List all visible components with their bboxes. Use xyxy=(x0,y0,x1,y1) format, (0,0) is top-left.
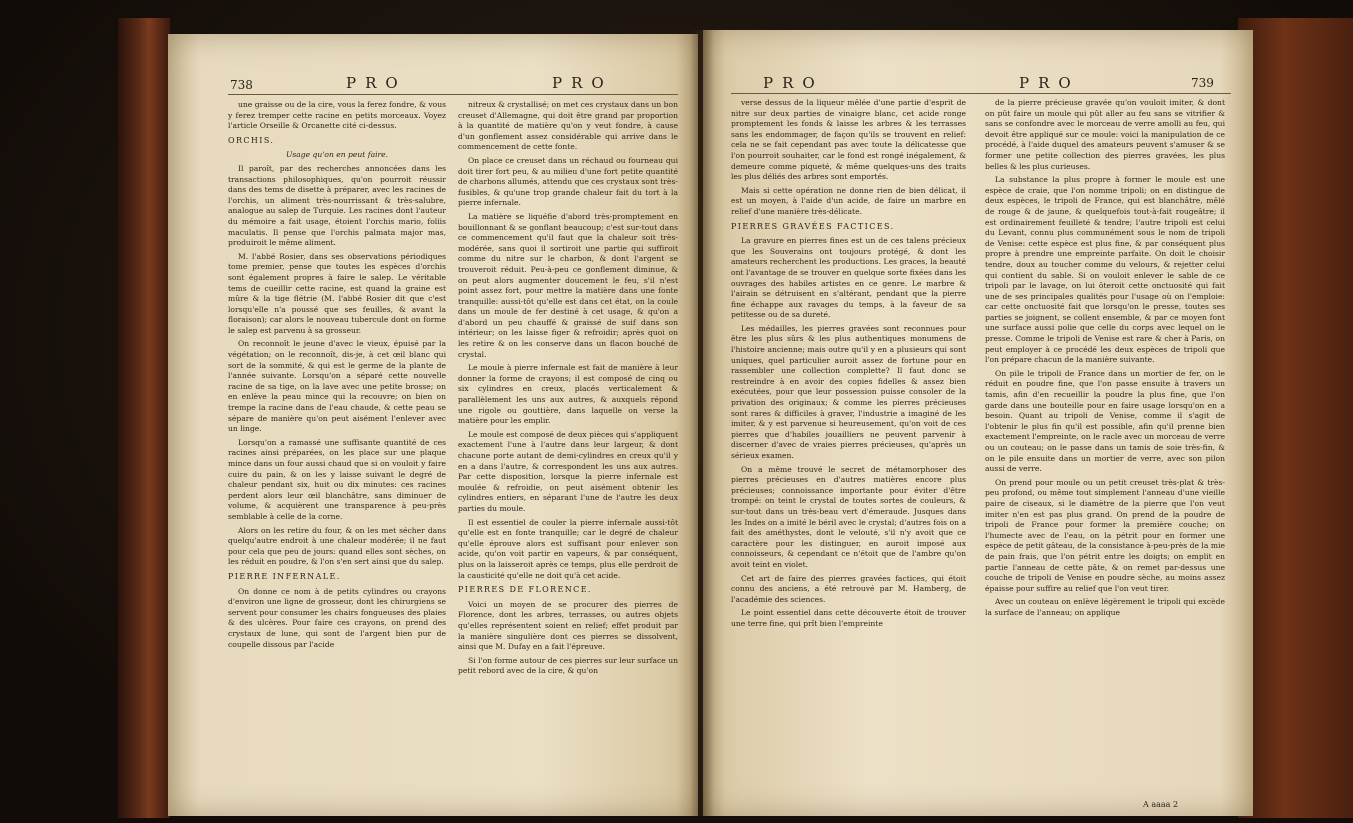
header-rule-left xyxy=(228,94,678,95)
paragraph: Le moule à pierre infernale est fait de manière à leur donner la forme de crayons; il est composé de cinq ou six cylindres en creux, placés verticalement & parallèlement les uns aux autres, & auxquels répond une rigole ou gouttière, dans laquelle on verse la matière pour les emplir. xyxy=(458,363,678,426)
paragraph: Cet art de faire des pierres gravées factices, qui étoit connu des anciens, a été retrouvé par M. Hamberg, de l'académie des sciences. xyxy=(731,573,966,604)
paragraph: une graisse ou de la cire, vous la ferez fondre, & vous y ferez tremper cette racine en petits morceaux. Voyez l'article Orseille & Orcanette cité ci-dessus. xyxy=(228,100,446,131)
right-page-column-1 xyxy=(731,98,966,808)
section-heading: PIERRES GRAVÉES FACTICES. xyxy=(731,221,895,231)
paragraph: On reconnoît le jeune d'avec le vieux, épuisé par la végétation; on le reconnoît, dis-je, à cet œil blanc qui sort de la sommité, & qui est le germe de la plante de l'année suivante. Lorsqu'on a séparé cette nouvelle racine de sa tige, on la lave avec une petite brosse; on en enlève la peau mince qui la recouvre; on bien on trempe la racine dans de l'eau chaude, & cette peau se sépare de manière qu'on peut aisément l'enlever avec un linge. xyxy=(228,339,446,434)
catchword: A aaaa 2 xyxy=(1143,800,1179,809)
paragraph: Lorsqu'on a ramassé une suffisante quantité de ces racines ainsi préparées, on les place sur une plaque mince dans un four aussi chaud que si on vouloit y faire cuire du pain, & on les y laisse suivant le degré de chaleur pendant six, huit ou dix minutes: ces racines perdent alors leur œil blanchâtre, sans diminuer de volume, & acquièrent une transparence à peu-près semblable à celle de la corne. xyxy=(228,437,446,521)
section-heading: PIERRE INFERNALE. xyxy=(228,571,341,581)
paragraph: La matière se liquéfie d'abord très-promptement en bouillonnant & se gonflant beaucoup; c'est sur-tout dans ce commencement qu'il faut que la chaleur soit très-modérée, sans quoi il sortiroit une partie qui suffiroit comme du nitre sur le charbon, & dont l'argent se trouveroit réduit. Peu-à-peu ce gonflement diminue, & on peut alors augmenter doucement le feu, s'il n'est point assez fort, pour mettre la matière dans une fonte tranquille: aussi-tôt qu'elle est dans cet état, on la coule dans un moule de fer destiné à cet usage, & qu'on a d'abord un peu chauffé & graissé de suif dans son intérieur; on les laisse figer & refroidir; après quoi on les retire & on les conserve dans un flacon bouché de crystal. xyxy=(458,211,678,359)
book-cover-right xyxy=(1238,18,1353,818)
section-heading: Usage qu'on en peut faire. xyxy=(285,150,389,160)
running-head-right-2: PRO xyxy=(1019,74,1080,92)
paragraph: Si l'on forme autour de ces pierres sur leur surface un petit rebord avec de la cire, & qu'on xyxy=(458,655,678,676)
paragraph: Il paroît, par des recherches annoncées dans les transactions philosophiques, qu'on pourroit réussir dans des tems de disette à préparer, avec les racines de l'orchis, un aliment très-nourrissant & très-salubre, analogue au salep de Turquie. Les racines dont l'auteur du mémoire a fait usage, étoient l'orchis mario, foliis maculatis. Il pense que l'orchis palmata major mas, produiroit le même aliment. xyxy=(228,163,446,248)
running-head-right-1: PRO xyxy=(763,74,824,92)
paragraph: de la pierre précieuse gravée qu'on vouloit imiter, & dont on pût faire un moule qui pût aller au feu sans se vitrifier & sans se confondre avec le morceau de verre amolli au feu, qui devoit être appliqué sur ce moule: voici la manipulation de ce procédé, à l'aide duquel des amateurs peuvent s'amuser & se former une petite collection des pierres gravées, les plus belles & les plus curieuses. xyxy=(985,98,1225,171)
right-page-column-2 xyxy=(985,98,1225,794)
paragraph: Alors on les retire du four, & on les met sécher dans quelqu'autre endroit à une chaleur modérée; il ne faut pour cela que peu de jours: quand elles sont sèches, on les réduit en poudre, & l'on s'en sert ainsi que du salep. xyxy=(228,525,446,567)
paragraph: Avec un couteau on enlève légèrement le tripoli qui excède la surface de l'anneau; on applique xyxy=(985,597,1225,617)
paragraph: La gravure en pierres fines est un de ces talens précieux que les Souverains ont toujours protégé, & dont les amateurs recherchent les productions. Les graces, la beauté ont l'avantage de se trouver en quelque sorte fixées dans les ouvrages des habiles artistes en ce genre. Le marbre & l'airain se détruisent en s'altérant, pendant que la pierre fine échappe aux ravages du temps, à la faveur de sa petitesse ou de sa dureté. xyxy=(731,236,966,320)
paragraph: verse dessus de la liqueur mêlée d'une partie d'esprit de nitre sur deux parties de vinaigre blanc, cet acide ronge promptement les fonds & laisse les arbres & les terrasses sans les endommager, de façon qu'ils se trouvent en relief: cela ne se fait cependant pas avec toute la délicatesse que l'on pourroit souhaiter, car le fond est rongé inégalement, & demeure comme piqueté, & même quelques-uns des traits les plus déliés des arbres sont emportés. xyxy=(731,98,966,182)
right-page xyxy=(703,30,1253,816)
paragraph: On donne ce nom à de petits cylindres ou crayons d'environ une ligne de grosseur, dont les chirurgiens se servent pour consumer les chairs fongueuses des plaies & des ulcères. Pour faire ces crayons, on prend des crystaux de lune, qui sont de l'argent bien pur de coupelle dissous par l'acide xyxy=(228,586,446,649)
paragraph: Mais si cette opération ne donne rien de bien délicat, il est un moyen, à l'aide d'un acide, de faire un marbre en relief d'une manière très-délicate. xyxy=(731,185,966,216)
paragraph: On a même trouvé le secret de métamorphoser des pierres précieuses en d'autres matières encore plus précieuses; connoissance importante pour éviter d'être trompé: on teint le crystal de toutes sortes de couleurs, & sur-tout dans un très-beau vert d'émeraude. Jusques dans les Indes on a imité le béril avec le crystal; d'autres fois on a fait des améthystes, dont le velouté, s'il n'y avoit que ce caractère pour les distinguer, en auroit imposé aux connoisseurs, & cependant ce n'étoit que de l'ambre qu'on avoit teint en violet. xyxy=(731,464,966,569)
paragraph: Le point essentiel dans cette découverte étoit de trouver une terre fine, qui prît bien l'empreinte xyxy=(731,608,966,628)
page-number-right: 739 xyxy=(1191,76,1214,90)
left-page xyxy=(168,34,698,816)
book-gutter xyxy=(690,30,714,816)
paragraph: M. l'abbé Rosier, dans ses observations périodiques tome premier, pense que toutes les espèces d'orchis sont également propres à faire le salep. Le véritable tems de cueillir cette racine, est quand la graine est mûre & la tige flétrie (M. l'abbé Rosier dit que c'est lorsqu'elle n'a poussé que ses feuilles, & avant la floraison); car alors le nouveau tubercule dont on forme le salep est parvenu à sa grosseur. xyxy=(228,251,446,335)
page-number-left: 738 xyxy=(230,78,253,92)
paragraph: On prend pour moule ou un petit creuset très-plat & très-peu profond, ou même tout simplement l'anneau d'une vieille paire de ciseaux, si le diamètre de la pierre que l'on veut imiter n'en est pas plus grand. On prend de la poudre de tripoli de France pour former la première couche; on l'humecte avec de l'eau, on la pétrit pour en former une espèce de petit gâteau, de la consistance à-peu-près de la mie de pain frais, que l'on pétrit entre les doigts; on emplit en partie l'anneau de cette pâte, & on remet par-dessus une couche de tripoli de Venise en poudre sèche, au moins assez épaisse pour suffire au relief que l'on veut tirer. xyxy=(985,477,1225,593)
paragraph: Il est essentiel de couler la pierre infernale aussi-tôt qu'elle est en fonte tranquille; car le degré de chaleur qu'elle éprouve alors est suffisant pour enlever son acide, qu'on voit partir en vapeurs, & par conséquent, plus on la laisseroit après ce temps, plus elle perdroit de la causticité qu'elle ne doit qu'à cet acide. xyxy=(458,517,678,580)
left-page-column-2 xyxy=(458,100,678,810)
running-head-left-2: PRO xyxy=(552,74,613,92)
paragraph: Voici un moyen de se procurer des pierres de Florence, dont les arbres, terrasses, ou autres objets qu'elles représentent soient en relief; effet produit par la manière singulière dont ces pierres se dissolvent, ainsi que M. Dufay en a fait l'épreuve. xyxy=(458,599,678,652)
running-head-left-1: PRO xyxy=(346,74,407,92)
section-heading: PIERRES DE FLORENCE. xyxy=(458,585,592,595)
paragraph: On place ce creuset dans un réchaud ou fourneau qui doit tirer fort peu, & au milieu d'une fort petite quantité de charbons allumés, attendu que ces crystaux sont très-fusibles, & qu'une trop grande chaleur fait du tort à la pierre infernale. xyxy=(458,155,678,208)
paragraph: On pile le tripoli de France dans un mortier de fer, on le réduit en poudre fine, que l'on passe ensuite à travers un tamis, afin d'en recueillir la poudre la plus fine, que l'on garde dans une bouteille pour en faire usage lorsqu'on en a besoin. Quant au tripoli de Venise, comme il s'agit de l'obtenir le plus fin qu'il est possible, afin qu'il prenne bien exactement l'empreinte, on le racle avec un morceau de verre ou un couteau; on le passe dans un tamis de soie très-fin, & on le pile ensuite dans un mortier de verre, avec son pilon aussi de verre. xyxy=(985,368,1225,474)
paragraph: nitreux & crystallisé; on met ces crystaux dans un bon creuset d'Allemagne, qui doit être grand par proportion à la quantité de matière qu'on y veut fondre, à cause d'un gonflement assez considérable qui arrive dans le commencement de cette fonte. xyxy=(458,100,678,152)
header-rule-right xyxy=(731,93,1231,94)
paragraph: Les médailles, les pierres gravées sont reconnues pour être les plus sûrs & les plus authentiques monumens de l'histoire ancienne; mais outre qu'il y en a plusieurs qui sont uniques, quel particulier auroit assez de fortune pour en rassembler une collection complette? Il faut donc se restreindre à en avoir des copies fidelles & assez bien exécutées, pour que leur possession puisse consoler de la privation des originaux; & comme les pierres précieuses sont rares & difficiles à graver, l'industrie a imaginé de les imiter, & y est parvenue si heureusement, qu'on voit de ces pierres que d'habiles jouailliers ne peuvent parvenir à discerner d'avec de vraies pierres précieuses, qu'après un sérieux examen. xyxy=(731,323,966,460)
section-heading: ORCHIS. xyxy=(228,135,275,145)
paragraph: Le moule est composé de deux pièces qui s'appliquent exactement l'une à l'autre dans leur largeur, & dont chacune porte autant de demi-cylindres en creux qu'il y en a dans l'autre, & correspondent les uns aux autres. Par cette disposition, lorsque la pierre infernale est moulée & refroidie, on peut aisément obtenir les cylindres entiers, en séparant l'une de l'autre les deux parties du moule. xyxy=(458,429,678,513)
book-spine-left xyxy=(118,18,170,818)
left-page-column-1 xyxy=(228,100,446,810)
paragraph: La substance la plus propre à former le moule est une espèce de craie, que l'on nomme tripoli; on en distingue de deux espèces, le tripoli de France, qui est blanchâtre, mêlé de rouge & de jaune, & quelquefois tout-à-fait rougeâtre; il est ordinairement feuilleté & tendre; l'autre tripoli est celui du Levant, connu plus communément sous le nom de tripoli de Venise: cette espèce est plus fine, & par conséquent plus propre à prendre une empreinte parfaite. On doit le choisir tendre, doux au toucher comme du velours, & rejetter celui qui contient du sable. Si on vouloit enlever le sable de ce tripoli par le lavage, on lui ôteroit cette onctuosité qui fait une de ses principales qualités pour l'usage où on l'emploie: car cette onctuosité fait que lorsqu'on le presse, toutes ses parties se joignent, se collent ensemble, & par ce moyen font une surface aussi polie que celle du corps avec lequel on le presse. Comme le tripoli de Venise est rare & cher à Paris, on peut employer à ce procédé les deux espèces de tripoli que l'on prépare chacun de la manière suivante. xyxy=(985,175,1225,365)
